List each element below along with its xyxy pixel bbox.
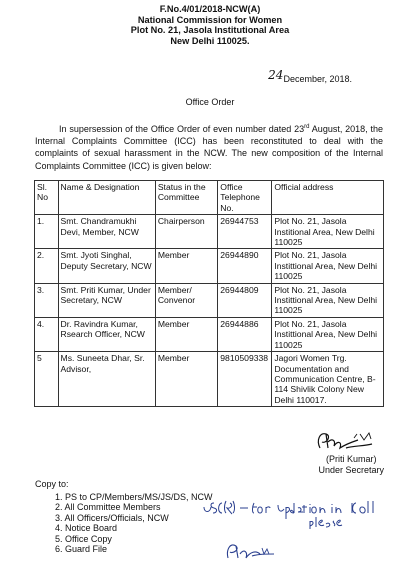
cell-status: Member: [155, 352, 217, 407]
header-address: Official address: [272, 181, 384, 215]
handwritten-day: 24: [268, 68, 284, 82]
list-item: 1. PS to CP/Members/MS/JS/DS, NCW: [55, 492, 213, 502]
date-text: December, 2018.: [283, 74, 352, 84]
file-number: F.No.4/01/2018-NCW(A): [159, 4, 261, 14]
list-item: 3. All Officers/Officials, NCW: [55, 512, 169, 523]
cell-sl: 4.: [35, 317, 59, 351]
cell-sl: 3.: [35, 283, 59, 317]
committee-table: [34, 180, 384, 407]
list-item: 2. All Committee Members: [55, 502, 161, 513]
paragraph-superscript: rd: [304, 124, 310, 130]
table-row: [35, 352, 384, 407]
document-title: Office Order: [185, 97, 235, 107]
header-telephone: Office Telephone No.: [218, 181, 272, 215]
paragraph-part-2: August, 2018, the Internal Complaints Committee (ICC) has been reconstituted to deal with the complaints of sexual harassment in the NCW. The new composition of the Internal Complaints Committee (ICC) is given below:: [35, 124, 383, 171]
cell-phone: 9810509338: [218, 352, 272, 407]
handwritten-note: [202, 497, 392, 529]
order-date: [268, 68, 352, 85]
list-item: 4. Notice Board: [55, 523, 118, 534]
cell-sl: 1.: [35, 215, 59, 249]
cell-address: Plot No. 21, Jasola Instittional Area, New Delhi 110025: [272, 249, 384, 283]
signatory-block: [318, 454, 384, 476]
cell-name: Ms. Suneeta Dhar, Sr. Advisor,: [58, 352, 155, 407]
table-row: [35, 283, 384, 317]
header-name-designation: Name & Designation: [58, 181, 155, 215]
initials-mark: [222, 538, 282, 564]
cell-name: Smt. Jyoti Singhal, Deputy Secretary, NCW: [58, 249, 155, 283]
header-sl-no: Sl. No: [35, 181, 59, 215]
table-row: [35, 317, 384, 351]
copy-to-list: [55, 492, 213, 554]
cell-status: Member/ Convenor: [155, 283, 217, 317]
list-item: 6. Guard File: [55, 544, 108, 555]
address-line-1: Plot No. 21, Jasola Institutional Area: [130, 25, 290, 35]
cell-phone: 26944753: [218, 215, 272, 249]
signatory-name: (Priti Kumar): [325, 454, 377, 464]
cell-sl: 5: [35, 352, 59, 407]
copy-to-label: Copy to:: [35, 479, 69, 489]
table-row: [35, 215, 384, 249]
paragraph-part-1: In supersession of the Office Order of even number dated 23: [59, 124, 305, 134]
cell-phone: 26944886: [218, 317, 272, 351]
header-status: Status in the Committee: [155, 181, 217, 215]
cell-name: Smt. Chandramukhi Devi, Member, NCW: [58, 215, 155, 249]
address-line-2: New Delhi 110025.: [170, 35, 250, 46]
cell-phone: 26944890: [218, 249, 272, 283]
table-header-row: [35, 181, 384, 215]
cell-status: Member: [155, 249, 217, 283]
cell-sl: 2.: [35, 249, 59, 283]
cell-address: Jagori Women Trg. Documentation and Communication Centre, B-114 Shivlik Colony New Delhi 110017.: [272, 352, 384, 407]
cell-name: Smt. Priti Kumar, Under Secretary, NCW: [58, 283, 155, 317]
cell-phone: 26944809: [218, 283, 272, 317]
cell-name: Dr. Ravindra Kumar, Rsearch Officer, NCW: [58, 317, 155, 351]
letterhead: [0, 4, 420, 46]
order-paragraph: [35, 121, 383, 172]
cell-address: Plot No. 21, Jasola Instittional Area, New Delhi 110025: [272, 317, 384, 351]
cell-address: Plot No. 21, Jasola Institional Area, New Delhi 110025: [272, 215, 384, 249]
cell-status: Member: [155, 317, 217, 351]
table-row: [35, 249, 384, 283]
list-item: 5. Office Copy: [55, 533, 112, 544]
organisation-name: National Commission for Women: [137, 14, 283, 25]
signature-mark: [306, 428, 386, 454]
cell-status: Chairperson: [155, 215, 217, 249]
cell-address: Plot No. 21, Jasola Instittional Area, New Delhi 110025: [272, 283, 384, 317]
signatory-designation: Under Secretary: [318, 465, 384, 475]
